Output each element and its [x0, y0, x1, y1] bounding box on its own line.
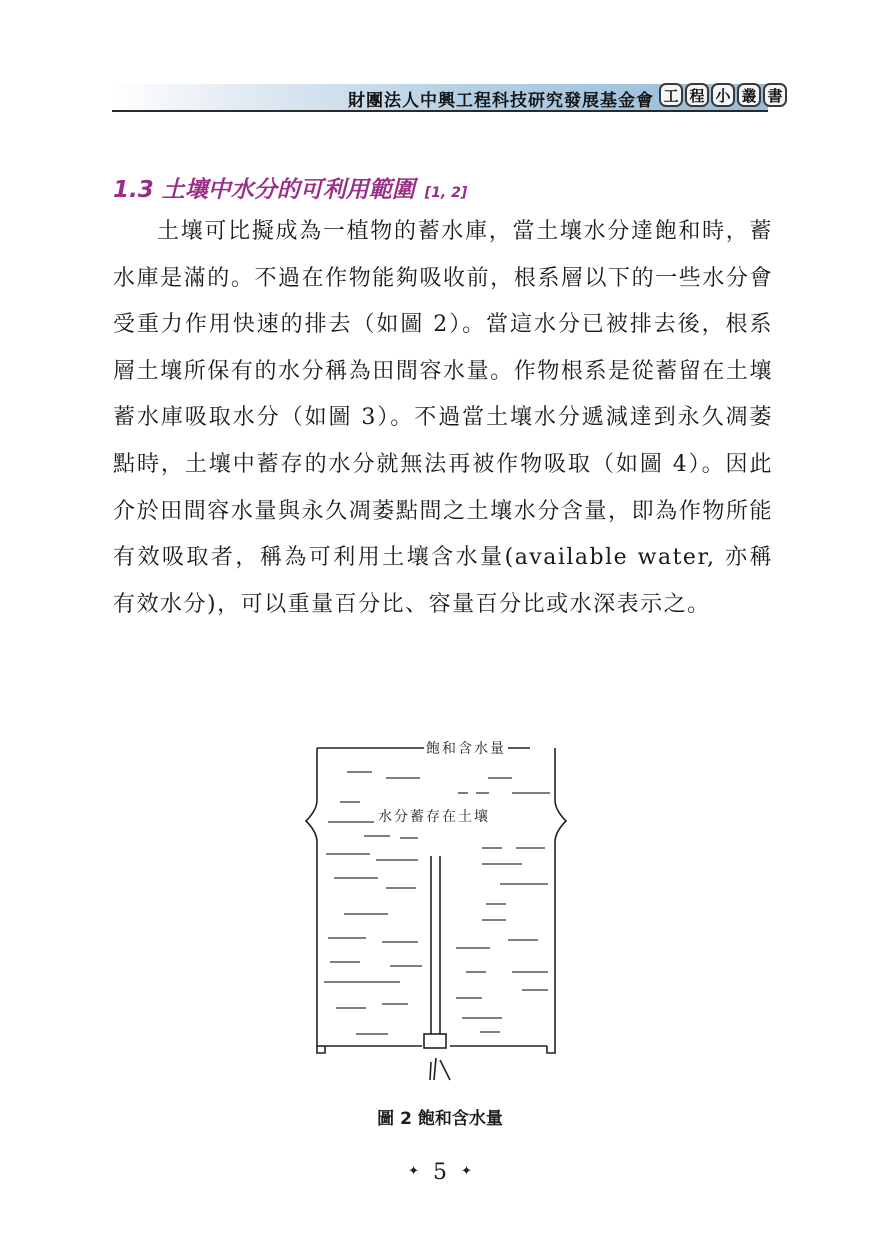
figure-caption: 圖 2 飽和含水量: [377, 1109, 503, 1129]
saturated-water-label: 飽和含水量: [424, 738, 508, 758]
series-char: 小: [711, 83, 735, 107]
series-char: 工: [659, 83, 683, 107]
figure-saturated-water: [290, 728, 590, 1088]
footer-star-icon: ✦: [461, 1164, 472, 1179]
section-reference: [1, 2]: [424, 185, 468, 201]
page-number: 5: [433, 1160, 447, 1185]
soil-reservoir-diagram: [290, 728, 590, 1088]
section-title-text: 1.3 土壤中水分的可利用範圍: [113, 177, 415, 203]
header-org-name: 財團法人中興工程科技研究發展基金會: [348, 91, 654, 111]
footer-star-icon: ✦: [408, 1164, 419, 1179]
body-paragraph: 土壤可比擬成為一植物的蓄水庫，當土壤水分達飽和時，蓄水庫是滿的。不過在作物能夠吸收前，根系層以下的一些水分會受重力作用快速的排去（如圖 2）。當這水分已被排去後，根系層土壤所保有的水分稱為田間容水量。作物根系是從蓄留在土壤蓄水庫吸取水分（如圖 3）。不過當土壤水分遞減達到永久凋萎點時，土壤中蓄存的水分就無法再被作物吸取（如圖 4）。因此介於田間容水量與永久凋萎點間之土壤水分含量，即為作物所能有效吸取者，稱為可利用土壤含水量(available water, 亦稱有效水分)，可以重量百分比、容量百分比或水深表示之。: [113, 219, 773, 617]
stored-water-label: 水分蓄存在土壤: [376, 806, 492, 826]
series-char: 書: [763, 83, 787, 107]
series-char: 叢: [737, 83, 761, 107]
series-logo: [659, 83, 787, 107]
section-title: [113, 171, 467, 204]
page-footer: [0, 1160, 880, 1185]
series-char: 程: [685, 83, 709, 107]
